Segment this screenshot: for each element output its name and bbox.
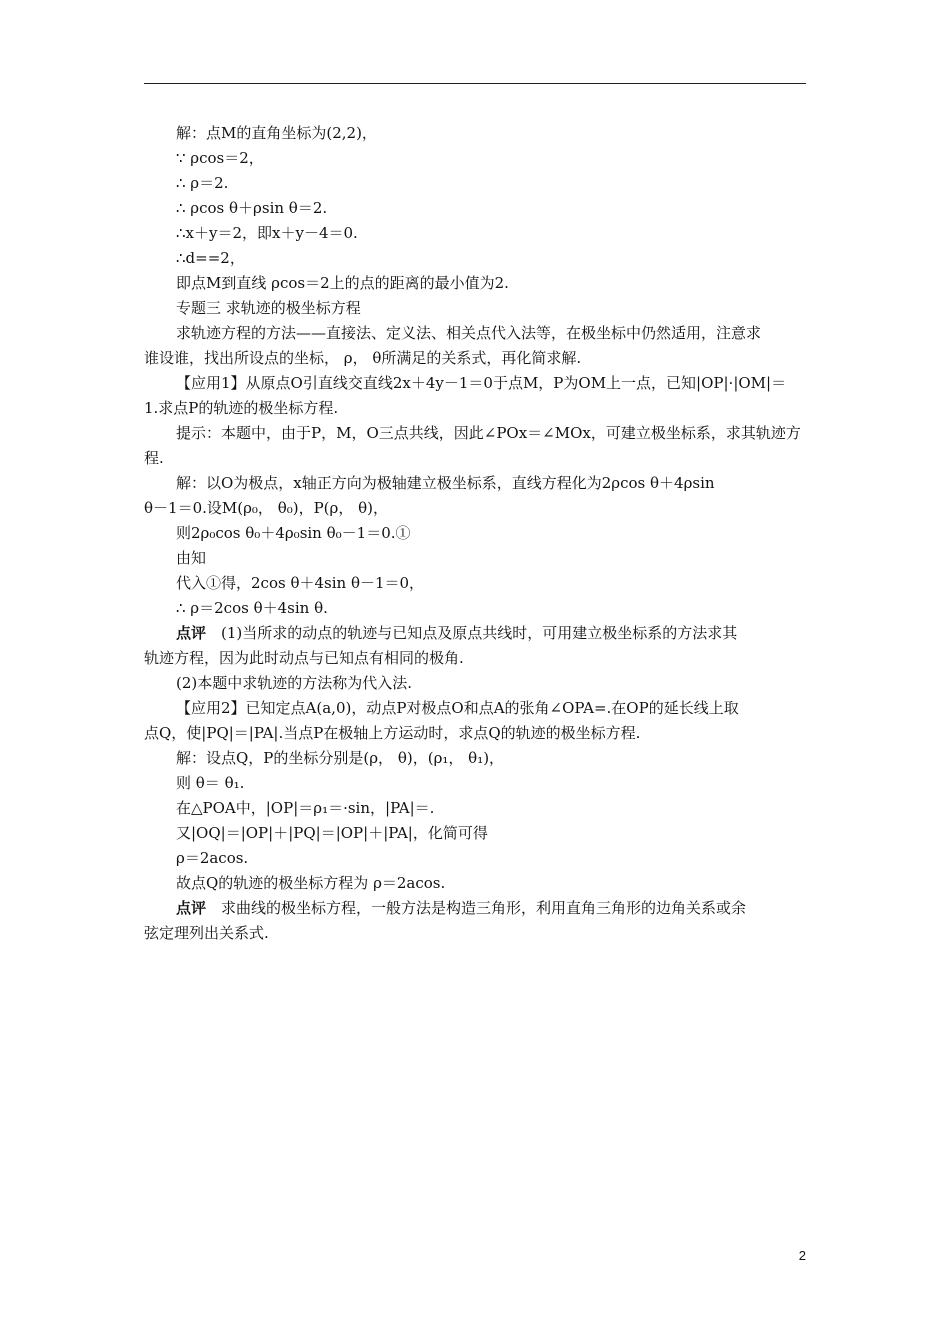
text-line: 求轨迹方程的方法——直接法、定义法、相关点代入法等，在极坐标中仍然适用，注意求 xyxy=(176,324,762,342)
text-line: θ－1＝0.设M(ρ₀， θ₀)，P(ρ， θ)， xyxy=(144,499,389,517)
text-line: 【应用2】已知定点A(a,0)，动点P对极点O和点A的张角∠OPA=.在OP的延长线上取 xyxy=(176,699,739,717)
page-number: 2 xyxy=(798,1248,806,1263)
text-line: 点Q，使|PQ|＝|PA|.当点P在极轴上方运动时，求点Q的轨迹的极坐标方程. xyxy=(144,724,641,742)
text-line: 则2ρ₀cos θ₀＋4ρ₀sin θ₀－1＝0.① xyxy=(176,524,411,542)
text-line: 程. xyxy=(144,449,164,467)
text-line: 提示：本题中，由于P，M，O三点共线，因此∠POx＝∠MOx，可建立极坐标系，求其轨迹方 xyxy=(176,424,801,442)
text-line: 解：以O为极点，x轴正方向为极轴建立极坐标系，直线方程化为2ρcos θ＋4ρsin xyxy=(176,474,715,492)
text-line: 【应用1】从原点O引直线交直线2x＋4y－1＝0于点M，P为OM上一点，已知|OP|·|OM|＝ xyxy=(176,374,787,392)
comment-text: 求曲线的极坐标方程，一般方法是构造三角形，利用直角三角形的边角关系或余 xyxy=(221,899,747,917)
text-line: 在△POA中，|OP|＝ρ₁＝·sin，|PA|＝. xyxy=(176,799,435,817)
comment-text: (1)当所求的动点的轨迹与已知点及原点共线时，可用建立极坐标系的方法求其 xyxy=(221,624,738,642)
document-body xyxy=(144,121,808,946)
text-line: ∴ ρcos θ＋ρsin θ＝2. xyxy=(176,199,328,217)
comment-line xyxy=(144,621,808,646)
text-line: 解：点M的直角坐标为(2,2)， xyxy=(176,124,377,142)
comment-label: 点评 xyxy=(176,624,207,642)
text-line: 又|OQ|＝|OP|＋|PQ|＝|OP|＋|PA|，化简可得 xyxy=(176,824,488,842)
text-line: ∴ ρ＝2cos θ＋4sin θ. xyxy=(176,599,328,617)
text-line: ∴d==2， xyxy=(176,249,245,267)
comment-label: 点评 xyxy=(176,899,207,917)
text-line: 故点Q的轨迹的极坐标方程为 ρ＝2acos. xyxy=(176,874,446,892)
text-line: 解：设点Q，P的坐标分别是(ρ， θ)，(ρ₁， θ₁)， xyxy=(176,749,505,767)
text-line: ρ＝2acos. xyxy=(176,849,249,867)
text-line: ∴x＋y＝2，即x＋y－4＝0. xyxy=(176,224,358,242)
text-line: 轨迹方程，因为此时动点与已知点有相同的极角. xyxy=(144,649,464,667)
text-line: 由知 xyxy=(176,549,207,567)
section-heading: 专题三 求轨迹的极坐标方程 xyxy=(176,299,361,317)
text-line: ∵ ρcos＝2， xyxy=(176,149,264,167)
text-line: 则 θ＝ θ₁. xyxy=(176,774,245,792)
comment-line xyxy=(144,896,808,921)
text-line: 即点M到直线 ρcos＝2上的点的距离的最小值为2. xyxy=(176,274,509,292)
text-line: (2)本题中求轨迹的方法称为代入法. xyxy=(176,674,413,692)
text-line: 弦定理列出关系式. xyxy=(144,924,269,942)
text-line: 谁设谁，找出所设点的坐标， ρ， θ所满足的关系式，再化简求解. xyxy=(144,349,582,367)
text-line: 1.求点P的轨迹的极坐标方程. xyxy=(144,399,339,417)
text-line: 代入①得，2cos θ＋4sin θ－1＝0， xyxy=(176,574,425,592)
header-rule xyxy=(144,83,806,84)
text-line: ∴ ρ＝2. xyxy=(176,174,229,192)
